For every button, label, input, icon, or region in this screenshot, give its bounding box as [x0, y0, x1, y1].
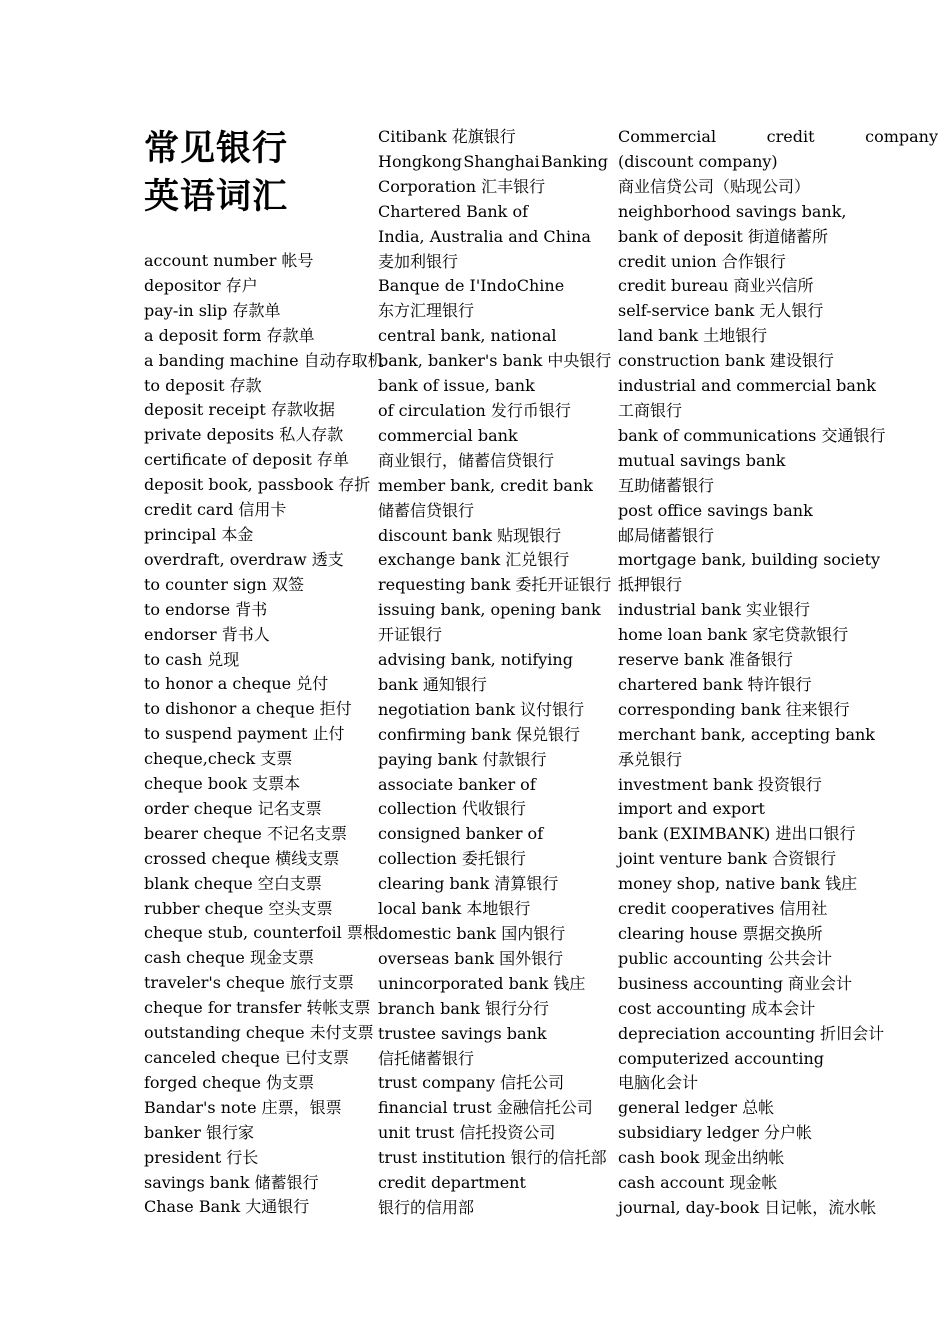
vocab-line: to dishonor a cheque 拒付	[144, 699, 352, 719]
vocab-line: cash book 现金出纳帐	[618, 1148, 785, 1168]
vocab-line: advising bank, notifying	[378, 650, 573, 670]
vocab-line: to endorse 背书	[144, 599, 268, 619]
vocab-line: Banque de I'IndoChine	[378, 276, 565, 296]
vocab-line: Bandar's note 庄票，银票	[144, 1097, 342, 1117]
vocab-line: central bank, national	[378, 326, 557, 346]
vocab-line: branch bank 银行分行	[378, 998, 549, 1018]
vocab-line: subsidiary ledger 分户帐	[618, 1123, 813, 1143]
vocab-line: India, Australia and China	[378, 226, 591, 246]
vocab-line: neighborhood savings bank,	[618, 201, 847, 221]
vocab-line: to counter sign 双签	[144, 574, 304, 594]
vocab-line: public accounting 公共会计	[618, 948, 832, 968]
vocab-line: bank, banker's bank 中央银行	[378, 351, 612, 371]
vocab-line: 邮局储蓄银行	[618, 525, 715, 545]
vocab-line: mortgage bank, building society	[618, 550, 881, 570]
vocab-line: industrial and commercial bank	[618, 376, 876, 396]
vocab-line: associate banker of	[378, 774, 536, 794]
vocab-line: cost accounting 成本会计	[618, 998, 816, 1018]
vocab-line: collection 代收银行	[378, 799, 526, 819]
vocab-line: overdraft, overdraw 透支	[144, 549, 344, 569]
vocab-line: investment bank 投资银行	[618, 774, 822, 794]
vocab-line: unincorporated bank 钱庄	[378, 973, 586, 993]
vocab-line: to honor a cheque 兑付	[144, 674, 329, 694]
vocab-line: of circulation 发行币银行	[378, 400, 571, 420]
column-2	[378, 125, 612, 1221]
column-2-lines	[378, 125, 612, 1221]
vocab-line: Chase Bank 大通银行	[144, 1197, 310, 1217]
vocab-line: financial trust 金融信托公司	[378, 1098, 593, 1118]
vocab-line: chartered bank 特许银行	[618, 674, 812, 694]
vocab-line: clearing bank 清算银行	[378, 874, 559, 894]
vocab-line: depositor 存户	[144, 275, 258, 295]
vocab-line: computerized accounting	[618, 1048, 824, 1068]
vocab-line: corresponding bank 往来银行	[618, 699, 850, 719]
vocab-line: 银行的信用部	[378, 1197, 475, 1217]
vocab-line: Hongkong Shanghai Banking	[378, 151, 608, 171]
vocab-line: 麦加利银行	[378, 251, 459, 271]
vocab-line: paying bank 付款银行	[378, 749, 547, 769]
vocab-line: collection 委托银行	[378, 849, 526, 869]
vocab-line: traveler's cheque 旅行支票	[144, 973, 354, 993]
vocab-line: banker 银行家	[144, 1122, 254, 1142]
vocab-line: 商业信贷公司（贴现公司）	[618, 176, 811, 196]
vocab-line: post office savings bank	[618, 500, 813, 520]
vocab-line: discount bank 贴现银行	[378, 525, 562, 545]
vocab-line: crossed cheque 横线支票	[144, 848, 340, 868]
vocab-line: merchant bank, accepting bank	[618, 724, 875, 744]
vocab-line: outstanding cheque 未付支票	[144, 1023, 374, 1043]
vocab-line: 信托储蓄银行	[378, 1048, 475, 1068]
vocab-line: forged cheque 伪支票	[144, 1072, 315, 1092]
vocab-line: order cheque 记名支票	[144, 798, 322, 818]
vocab-line: cheque,check 支票	[144, 749, 293, 769]
vocab-line: bank of issue, bank	[378, 376, 535, 396]
vocab-line: cheque for transfer 转帐支票	[144, 998, 371, 1018]
vocab-line: domestic bank 国内银行	[378, 924, 566, 943]
vocab-line: 抵押银行	[618, 575, 683, 595]
vocab-line: member bank, credit bank	[378, 475, 593, 495]
vocab-line: (discount company)	[618, 151, 778, 171]
vocab-line: journal, day-book 日记帐，流水帐	[618, 1197, 877, 1217]
vocab-line: overseas bank 国外银行	[378, 948, 564, 968]
vocab-line: business accounting 商业会计	[618, 973, 853, 993]
vocab-line: mutual savings bank	[618, 450, 786, 470]
vocab-line: clearing house 票据交换所	[618, 924, 823, 943]
vocab-line: requesting bank 委托开证银行	[378, 575, 612, 595]
vocab-line: Commercial credit company	[618, 127, 938, 146]
vocab-line: import and export	[618, 799, 765, 819]
vocab-line: endorser 背书人	[144, 624, 270, 644]
vocab-line: issuing bank, opening bank	[378, 600, 601, 620]
column-3-lines	[618, 125, 938, 1221]
vocab-line: rubber cheque 空头支票	[144, 898, 333, 918]
vocab-line: 开证银行	[378, 625, 443, 645]
vocab-line: cheque book 支票本	[144, 774, 301, 794]
vocab-line: construction bank 建设银行	[618, 351, 834, 371]
vocab-line: 工商银行	[618, 400, 683, 420]
vocab-line: 储蓄信贷银行	[378, 500, 475, 520]
vocab-line: commercial bank	[378, 425, 518, 445]
vocab-line: unit trust 信托投资公司	[378, 1123, 556, 1143]
vocab-line: to deposit 存款	[144, 375, 262, 395]
title-line: 英语词汇	[144, 177, 289, 217]
vocab-line: a banding machine 自动存取机	[144, 350, 384, 370]
vocab-line: local bank 本地银行	[378, 899, 531, 919]
vocab-line: credit department	[378, 1173, 526, 1193]
vocab-line: confirming bank 保兑银行	[378, 724, 581, 744]
column-3	[618, 125, 938, 1221]
vocab-line: private deposits 私人存款	[144, 425, 344, 445]
vocab-line: bank (EXIMBANK) 进出口银行	[618, 824, 856, 844]
column-1-lines	[144, 249, 384, 1220]
vocab-line: reserve bank 准备银行	[618, 650, 793, 670]
vocab-line: deposit book, passbook 存折	[144, 475, 371, 495]
vocab-line: negotiation bank 议付银行	[378, 699, 585, 719]
vocab-line: consigned banker of	[378, 824, 544, 844]
vocab-line: bearer cheque 不记名支票	[144, 823, 347, 843]
column-1	[144, 125, 384, 1220]
vocab-line: certificate of deposit 存单	[144, 450, 349, 470]
vocab-line: credit bureau 商业兴信所	[618, 276, 814, 296]
vocab-line: account number 帐号	[144, 251, 314, 270]
vocab-line: canceled cheque 已付支票	[144, 1048, 349, 1067]
vocab-line: 电脑化会计	[618, 1073, 699, 1093]
vocab-line: savings bank 储蓄银行	[144, 1172, 319, 1192]
vocab-line: cash cheque 现金支票	[144, 948, 314, 968]
vocab-line: 东方汇理银行	[378, 301, 475, 321]
vocab-line: credit card 信用卡	[144, 500, 287, 520]
vocab-line: Citibank 花旗银行	[378, 127, 516, 146]
vocab-line: exchange bank 汇兑银行	[378, 550, 570, 570]
vocab-line: money shop, native bank 钱庄	[618, 874, 858, 894]
title-line: 常见银行	[144, 129, 289, 169]
vocab-line: bank of deposit 街道储蓄所	[618, 226, 828, 246]
vocab-line: Chartered Bank of	[378, 201, 529, 221]
vocab-line: self-service bank 无人银行	[618, 301, 824, 321]
vocab-line: credit union 合作银行	[618, 251, 786, 271]
vocab-line: blank cheque 空白支票	[144, 873, 322, 893]
vocab-line: bank 通知银行	[378, 674, 487, 694]
vocab-line: a deposit form 存款单	[144, 325, 315, 345]
vocab-line: trust institution 银行的信托部	[378, 1148, 607, 1168]
vocab-line: industrial bank 实业银行	[618, 600, 810, 620]
vocab-line: depreciation accounting 折旧会计	[618, 1023, 885, 1043]
vocab-line: general ledger 总帐	[618, 1098, 775, 1118]
vocab-line: 承兑银行	[618, 749, 683, 769]
vocab-line: credit cooperatives 信用社	[618, 899, 828, 919]
vocab-line: land bank 土地银行	[618, 326, 768, 346]
vocab-line: deposit receipt 存款收据	[144, 400, 335, 420]
vocab-line: joint venture bank 合资银行	[618, 849, 837, 869]
vocab-line: to cash 兑现	[144, 649, 240, 669]
vocab-line: trust company 信托公司	[378, 1073, 565, 1093]
vocab-line: bank of communications 交通银行	[618, 425, 886, 445]
vocab-line: trustee savings bank	[378, 1023, 547, 1043]
vocab-line: cheque stub, counterfoil 票根	[144, 923, 379, 943]
vocab-line: home loan bank 家宅贷款银行	[618, 625, 849, 645]
vocab-line: president 行长	[144, 1147, 259, 1167]
document-title	[144, 125, 370, 221]
vocab-line: to suspend payment 止付	[144, 724, 345, 744]
vocab-line: 互助储蓄银行	[618, 475, 715, 495]
vocab-line: pay-in slip 存款单	[144, 300, 281, 320]
vocab-line: Corporation 汇丰银行	[378, 176, 546, 196]
vocab-line: principal 本金	[144, 524, 254, 544]
vocab-line: 商业银行，储蓄信贷银行	[378, 450, 555, 470]
vocab-line: cash account 现金帐	[618, 1173, 778, 1193]
